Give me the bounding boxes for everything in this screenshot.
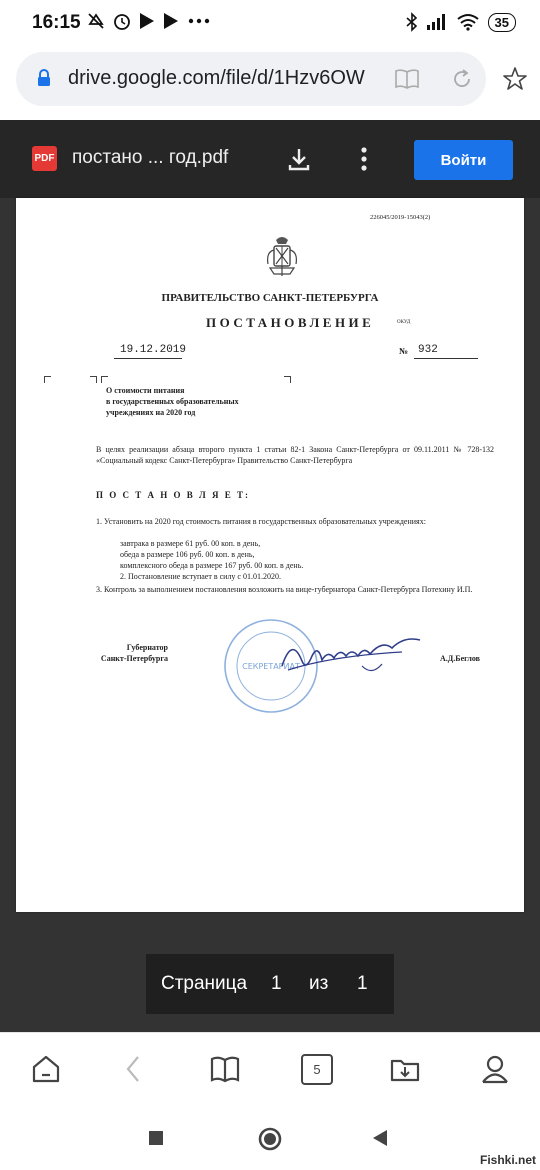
status-left-icons — [86, 11, 212, 31]
reload-icon[interactable] — [450, 67, 474, 91]
decree-item-2: 2. Постановление вступает в силу с 01.01.2020. — [120, 572, 281, 581]
corner-mark — [90, 376, 97, 383]
registration-number: 226045/2019-15043(2) — [370, 214, 431, 221]
more-options-icon[interactable] — [354, 145, 374, 173]
back-triangle-icon[interactable] — [370, 1128, 390, 1148]
watermark: Fishki.net — [479, 1153, 536, 1167]
meal-prices — [120, 538, 303, 571]
coat-of-arms-icon — [264, 234, 300, 278]
battery-icon: 35 — [488, 13, 516, 32]
decree-item-1: 1. Установить на 2020 год стоимость питания в государственных образовательных учреждениях: — [96, 517, 426, 526]
subject-line: О стоимости питания — [106, 386, 185, 395]
decree-date: 19.12.2019 — [120, 344, 187, 356]
url-bar[interactable] — [16, 52, 486, 106]
downloads-icon[interactable] — [389, 1053, 421, 1085]
home-icon[interactable] — [30, 1053, 62, 1085]
home-circle-icon[interactable] — [257, 1126, 283, 1152]
preamble-text: В целях реализации абзаца второго пункта 1 статьи 82-1 Закона Санкт-Петербурга от 09.11.2011 № 728-132 «Социальный кодекс Санкт-Петербурга» Правительство Санкт-Петербурга — [96, 445, 494, 465]
download-icon[interactable] — [285, 145, 313, 173]
signer-title-line: Губернатор — [126, 643, 168, 652]
play-icon — [138, 11, 156, 31]
signer-name: А.Д.Беглов — [440, 654, 480, 663]
more-dots-icon — [186, 11, 212, 31]
pdf-file-icon: PDF — [32, 146, 57, 171]
page-label: Страница — [161, 973, 248, 994]
current-page: 1 — [271, 973, 282, 994]
play-icon — [162, 11, 180, 31]
stamp-text: СЕКРЕТАРИАТ — [242, 662, 300, 671]
number-underline — [414, 358, 478, 359]
signer-title-line: Санкт-Петербурга — [100, 654, 168, 663]
system-navigation-bar — [0, 1106, 540, 1170]
reader-mode-icon[interactable] — [394, 67, 420, 91]
recents-icon[interactable] — [148, 1130, 164, 1146]
star-icon[interactable] — [502, 66, 528, 92]
status-time: 16:15 — [32, 12, 81, 33]
signer-title — [98, 642, 168, 664]
subject-line: в государственных образовательных — [106, 397, 239, 406]
bookmarks-icon[interactable] — [209, 1053, 241, 1085]
decree-subject — [106, 385, 239, 418]
number-sign: № — [399, 346, 409, 356]
corner-mark — [44, 376, 51, 383]
alarm-icon — [112, 11, 132, 31]
meal-price-line: завтрака в размере 61 руб. 00 коп. в день, — [120, 539, 261, 548]
decree-title: ПОСТАНОВЛЕНИЕ — [206, 315, 375, 330]
viewer-toolbar — [0, 120, 540, 198]
file-name: постано ... год.pdf — [72, 147, 229, 168]
wifi-icon — [456, 13, 480, 31]
signature — [272, 626, 432, 686]
decree-number: 932 — [418, 344, 438, 356]
bluetooth-icon — [406, 12, 418, 32]
corner-mark — [101, 376, 108, 383]
login-button[interactable]: Войти — [414, 140, 513, 180]
status-right-icons — [406, 12, 516, 32]
signal-icon — [426, 13, 448, 31]
dnd-icon — [86, 11, 106, 31]
status-bar — [0, 0, 540, 46]
meal-price-line: комплексного обеда в размере 167 руб. 00 коп. в день. — [120, 561, 304, 570]
okud-label: ОКУД — [397, 320, 411, 325]
decree-item-3: 3. Контроль за выполнением постановления возложить на вице-губернатора Санкт-Петербурга Потехину И.П. — [96, 585, 473, 594]
tabs-icon[interactable]: 5 — [301, 1054, 333, 1085]
date-underline — [114, 358, 182, 359]
browser-bottom-toolbar — [0, 1032, 540, 1107]
browser-url-area — [0, 46, 540, 118]
pdf-viewer[interactable] — [0, 120, 540, 1032]
document-page[interactable] — [16, 198, 524, 912]
page-of-label: из — [309, 973, 329, 994]
subject-line: учреждениях на 2020 год — [106, 408, 196, 417]
total-pages: 1 — [357, 973, 368, 994]
resolves-heading: П О С Т А Н О В Л Я Е Т: — [96, 490, 250, 500]
corner-mark — [284, 376, 291, 383]
profile-icon[interactable] — [480, 1053, 510, 1085]
lock-icon[interactable] — [36, 68, 52, 88]
government-title: ПРАВИТЕЛЬСТВО САНКТ-ПЕТЕРБУРГА — [161, 292, 379, 304]
back-icon[interactable] — [122, 1053, 146, 1085]
url-text[interactable]: drive.google.com/file/d/1Hzv6OW — [68, 67, 365, 89]
meal-price-line: обеда в размере 106 руб. 00 коп. в день, — [120, 550, 255, 559]
page-indicator — [146, 954, 394, 1014]
